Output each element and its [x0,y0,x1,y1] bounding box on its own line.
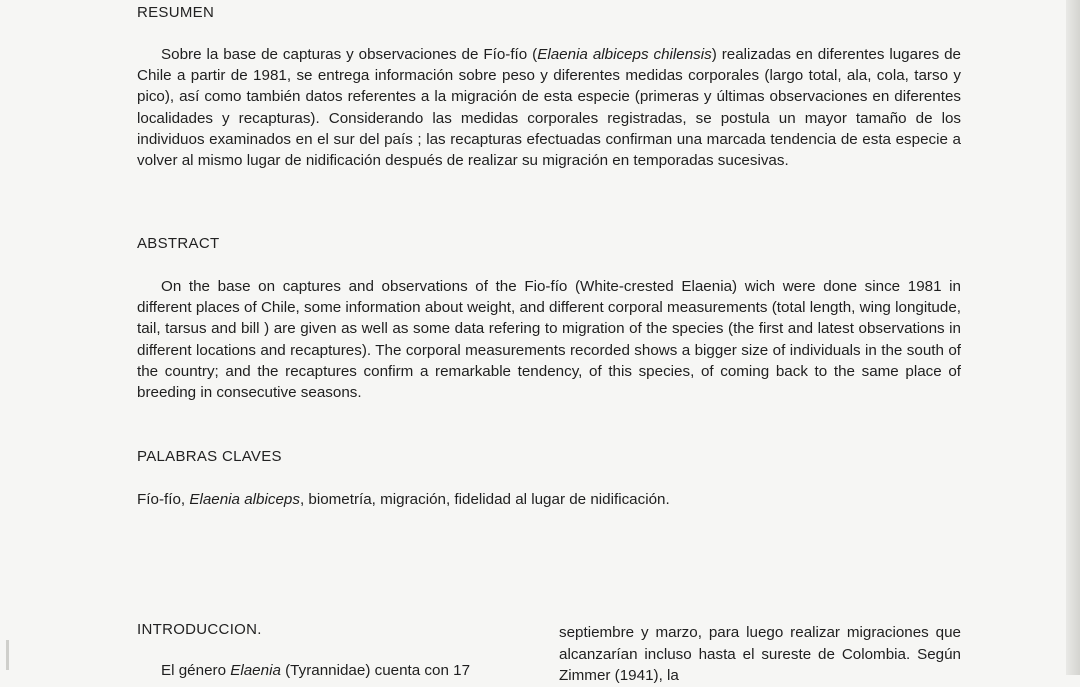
resumen-paragraph [137,44,961,171]
introduccion-heading: INTRODUCCION. [137,621,262,638]
resumen-text-2: ) realizadas en diferentes lugares de Chile a partir de 1981, se entrega información sobre peso y diferentes medidas corporales (largo total, ala, cola, tarso y pico), así como también datos referentes a la migración de esta especie (primeras y últimas observaciones en diferentes localidades y recapturas). Considerando las medidas corporales registradas, se postula un mayor tamaño de los individuos examinados en el sur del país ; las recapturas efectuadas confirman una marcada tendencia de esta especie a volver al mismo lugar de nidificación después de realizar su migración en temporadas sucesivas. [137,46,961,170]
resumen-text-1: Sobre la base de capturas y observaciones de Fío-fío ( [161,46,538,63]
introduccion-right-column: septiembre y marzo, para luego realizar migraciones que alcanzarían incluso hasta el sureste de Colombia. Según Zimmer (1941), la [559,624,961,684]
page-edge-shadow [1066,0,1080,675]
resumen-species: Elaenia albiceps chilensis [537,46,712,63]
scan-mark [6,640,9,670]
keywords-paragraph [137,489,961,510]
keywords-text-1: Fío-fío, [137,491,190,508]
abstract-paragraph [137,276,961,403]
intro-genus: Elaenia [230,662,281,679]
keywords-heading: PALABRAS CLAVES [137,448,282,465]
intro-left-text-2: (Tyrannidae) cuenta con 17 [280,662,471,679]
resumen-heading: RESUMEN [137,4,215,21]
keywords-text-2: , biometría, migración, fidelidad al lugar de nidificación. [299,491,670,508]
keywords-species: Elaenia albiceps [189,491,300,508]
abstract-heading: ABSTRACT [137,235,220,252]
introduccion-left-column [137,660,535,682]
abstract-text: On the base on captures and observations of the Fio-fío (White-crested Elaenia) wich were done since 1981 in different places of Chile, some information about weight, and different corporal measurements (total length, wing longitude, tail, tarsus and bill ) are given as well as some data refering to migration of the species (the first and latest observations in different locations and recaptures). The corporal measurements recorded shows a bigger size of individuals in the south of the country; and the recaptures confirm a remarkable tendency, of this species, of coming back to the same place of breeding in consecutive seasons. [137,278,961,402]
intro-left-text-1: El género [161,662,231,679]
